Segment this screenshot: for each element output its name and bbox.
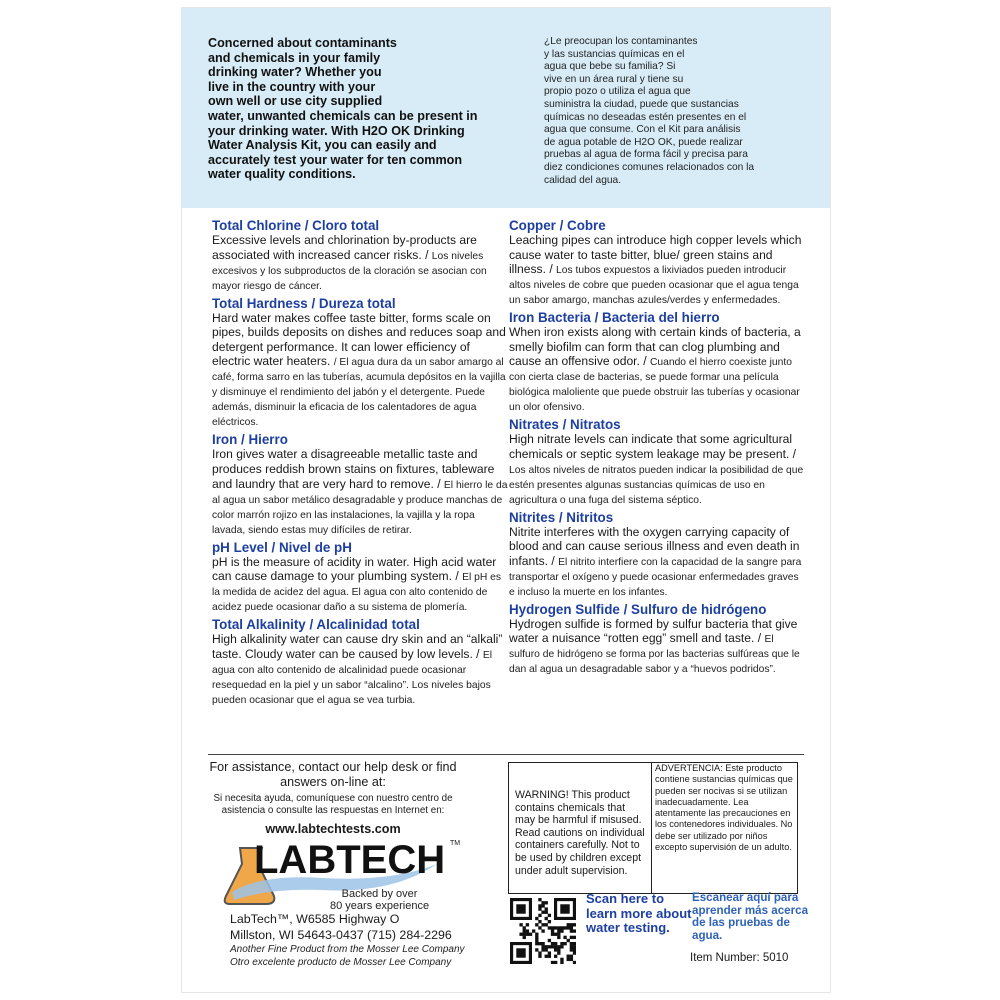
intro-line: accurately test your water for ten common <box>208 152 463 167</box>
intro-line: your drinking water. With H2O OK Drinking <box>208 123 465 138</box>
test-description <box>212 555 508 615</box>
intro-line: water quality conditions. <box>208 167 356 182</box>
logo-tagline <box>330 888 429 912</box>
description-english: pH is the measure of acidity in water. High acid water can cause damage to your plumbing system. / <box>212 554 497 584</box>
description-spanish: / El agua dura da un sabor amargo al café, forma sarro en las tuberías, acumula depósitos en la vajilla y disminuye el rendimiento del jabón y el detergente. Puede además, disminuir la eficacia de los calentadores de agua eléctricos. <box>212 357 506 429</box>
description-spanish: El nitrito interfiere con la capacidad de la sangre para transportar el oxígeno y puede ocasionar enfermedades graves e incluso la muerte en los infantes. <box>509 556 802 598</box>
description-spanish: El hierro le da al agua un sabor metálico desagradable y produce manchas de color marrón rojizo en las instalaciones, la vajilla y la ropa lavada, siendo estas muy difíciles de retirar. <box>212 479 508 536</box>
tests-column-left <box>212 218 508 710</box>
tests-column-right <box>509 218 805 679</box>
intro-line: and chemicals in your family <box>208 50 381 65</box>
test-description <box>509 525 805 599</box>
assistance-english: For assistance, contact our help desk or find answers on-line at: <box>209 760 457 789</box>
tagline-line-1: Backed by over <box>341 888 418 900</box>
intro-line: Concerned about contaminants <box>208 36 397 50</box>
credit-english: Another Fine Product from the Mosser Lee Company <box>230 944 465 955</box>
test-section <box>509 310 805 414</box>
test-section <box>509 602 805 677</box>
test-section <box>509 218 805 307</box>
logo-wordmark: LABTECH <box>254 838 446 882</box>
description-english: Leaching pipes can introduce high copper levels which cause water to taste bitter, blue/ green stains and illness. / <box>509 233 802 277</box>
test-description <box>509 617 805 677</box>
test-title: Total Alkalinity / Alcalinidad total <box>212 617 420 633</box>
test-title: Total Chlorine / Cloro total <box>212 218 380 233</box>
test-title: Iron Bacteria / Bacteria del hierro <box>509 310 720 326</box>
intro-line: pruebas al agua de forma fácil y precisa para <box>544 149 748 161</box>
test-description <box>212 311 508 430</box>
description-english: When iron exists along with certain kinds of bacteria, a smelly biofilm can form that can clog plumbing and cause an offensive odor. / <box>509 325 801 369</box>
intro-line: y las sustancias químicas en el <box>544 48 685 60</box>
warning-spanish: ADVERTENCIA: Este producto contiene sustancias químicas que pueden ser nocivas si se utilizan inadecuadamente. Lea atentamente las precauciones en los contenedores individuales. No debe ser utilizado por niños excepto supervisión de un adulto. <box>655 763 793 853</box>
address-line-2: Millston, WI 54643-0437 (715) 284-2296 <box>230 927 452 942</box>
website-link[interactable]: www.labtechtests.com <box>265 822 401 836</box>
intro-line: calidad del agua. <box>544 174 622 186</box>
intro-line: propio pozo o utiliza el agua que <box>544 86 691 98</box>
intro-line: suministra la ciudad, puede que sustancias <box>544 98 739 110</box>
intro-line: agua que bebe su familia? Si <box>544 61 676 73</box>
description-english: Nitrite interferes with the oxygen carrying capacity of blood and can cause serious illness and even death in infants. / <box>509 524 800 568</box>
warning-english: WARNING! This product contains chemicals that may be harmful if misused. Read cautions on individual containers carefully. Not to be used by children except under adult supervision. <box>515 789 645 877</box>
description-english: High nitrate levels can indicate that some agricultural chemicals or septic system leakage may be present. / <box>509 432 797 461</box>
description-spanish: Los altos niveles de nitratos pueden indicar la posibilidad de que estén presentes algunas sustancias químicas de uso en agricultura o una fuga del sistema séptico. <box>509 464 804 506</box>
assistance-block <box>208 760 458 836</box>
test-section <box>212 432 508 536</box>
labtech-logo <box>222 838 462 910</box>
test-description <box>212 233 508 293</box>
qr-code-icon[interactable] <box>510 898 576 968</box>
intro-line: químicas no deseadas estén presentes en el <box>544 111 747 123</box>
logo-trademark: TM <box>450 840 461 847</box>
intro-english <box>208 36 493 182</box>
description-english: Hydrogen sulfide is formed by sulfur bacteria that give water a nuisance “rotten egg” smell and taste. / <box>509 616 798 646</box>
intro-line: own well or use city supplied <box>208 94 383 109</box>
description-english: High alkalinity water can cause dry skin and an “alkali” taste. Cloudy water can be caused by low levels. / <box>212 632 503 661</box>
intro-line: Water Analysis Kit, you can easily and <box>208 138 437 153</box>
intro-line: water, unwanted chemicals can be present in <box>208 108 478 123</box>
footer-divider <box>208 754 804 755</box>
test-description <box>509 325 805 414</box>
test-title: Nitrates / Nitratos <box>509 417 621 433</box>
test-title: Nitrites / Nitritos <box>509 509 614 525</box>
intro-line: drinking water? Whether you <box>208 65 382 80</box>
item-number: Item Number: 5010 <box>690 952 789 964</box>
scan-prompt-spanish: Escanear aquí para aprender más acerca de las pruebas de agua. <box>692 891 809 942</box>
scan-prompt-english: Scan here to learn more about water testing. <box>586 891 692 936</box>
description-english: Iron gives water a disagreeable metallic taste and produces reddish brown stains on fixtures, tableware and laundry that are very hard to remove. / <box>212 447 495 491</box>
warning-separator <box>651 763 652 893</box>
company-address <box>230 912 452 943</box>
intro-line: agua que consume. Con el Kit para análisis <box>544 124 741 136</box>
credit-spanish: Otro excelente producto de Mosser Lee Company <box>230 956 452 968</box>
address-line-1: LabTech™, W6585 Highway O <box>230 912 400 926</box>
test-title: Copper / Cobre <box>509 218 606 233</box>
intro-header <box>182 8 830 208</box>
description-spanish: El sulfuro de hidrógeno se forma por las bacterias sulfúreas que le dan al agua un desagradable sabor y a “huevos podridos”. <box>509 634 800 676</box>
tagline-line-2: 80 years experience <box>330 900 430 912</box>
test-title: pH Level / Nivel de pH <box>212 539 352 555</box>
description-spanish: El agua con alto contenido de alcalinidad puede ocasionar resequedad en la piel y un sabor “alcalino”. Los niveles bajos pueden ocasionar que el agua se vea turbia. <box>212 649 493 706</box>
intro-spanish <box>544 36 806 187</box>
intro-line: de agua potable de H2O OK, puede realizar <box>544 136 743 148</box>
test-section <box>212 540 508 615</box>
test-description <box>212 447 508 536</box>
description-spanish: Los niveles excesivos y los subproductos de la cloración se asocian con mayor riesgo de cáncer. <box>212 250 487 292</box>
test-section <box>509 417 805 506</box>
description-spanish: Cuando el hierro coexiste junto con cierta clase de bacterias, se puede formar una película biológica maloliente que puede obstruir las tuberías y ocasionar un olor ofensivo. <box>509 357 800 414</box>
test-description <box>509 233 805 307</box>
description-english: Excessive levels and chlorination by-products are associated with increased cancer risks. / <box>212 233 477 262</box>
test-section <box>212 617 508 707</box>
product-insert-card <box>182 8 830 992</box>
test-section <box>212 296 508 430</box>
test-title: Iron / Hierro <box>212 432 288 448</box>
intro-line: diez condiciones comunes relacionados con la <box>544 161 755 173</box>
intro-line: ¿Le preocupan los contaminantes <box>544 36 698 47</box>
description-english: Hard water makes coffee taste bitter, forms scale on pipes, builds deposits on dishes and reduces soap and detergent performance. It can lower efficiency of electric water heaters. <box>212 310 506 369</box>
description-spanish: Los tubos expuestos a lixiviados pueden introducir altos niveles de cobre que pueden ocasionar que el agua tenga un sabor amargo, manchas azules/verdes y enfermedades. <box>509 265 799 307</box>
test-section <box>212 218 508 293</box>
manufacturer-credit <box>230 944 465 969</box>
intro-line: live in the country with your <box>208 79 376 94</box>
test-description <box>509 432 805 506</box>
warning-box <box>508 762 798 894</box>
intro-line: vive en un área rural y tiene su <box>544 73 684 85</box>
test-title: Total Hardness / Dureza total <box>212 295 396 311</box>
assistance-spanish: Si necesita ayuda, comuníquese con nuestro centro de asistencia o consulte las respuestas en Internet en: <box>213 793 453 816</box>
description-spanish: El pH es la medida de acidez del agua. El agua con alto contenido de acidez puede ocasionar daño a su sistema de plomería. <box>212 572 501 614</box>
test-description <box>212 632 508 707</box>
test-title: Hydrogen Sulfide / Sulfuro de hidrógeno <box>509 601 767 617</box>
test-section <box>509 510 805 599</box>
